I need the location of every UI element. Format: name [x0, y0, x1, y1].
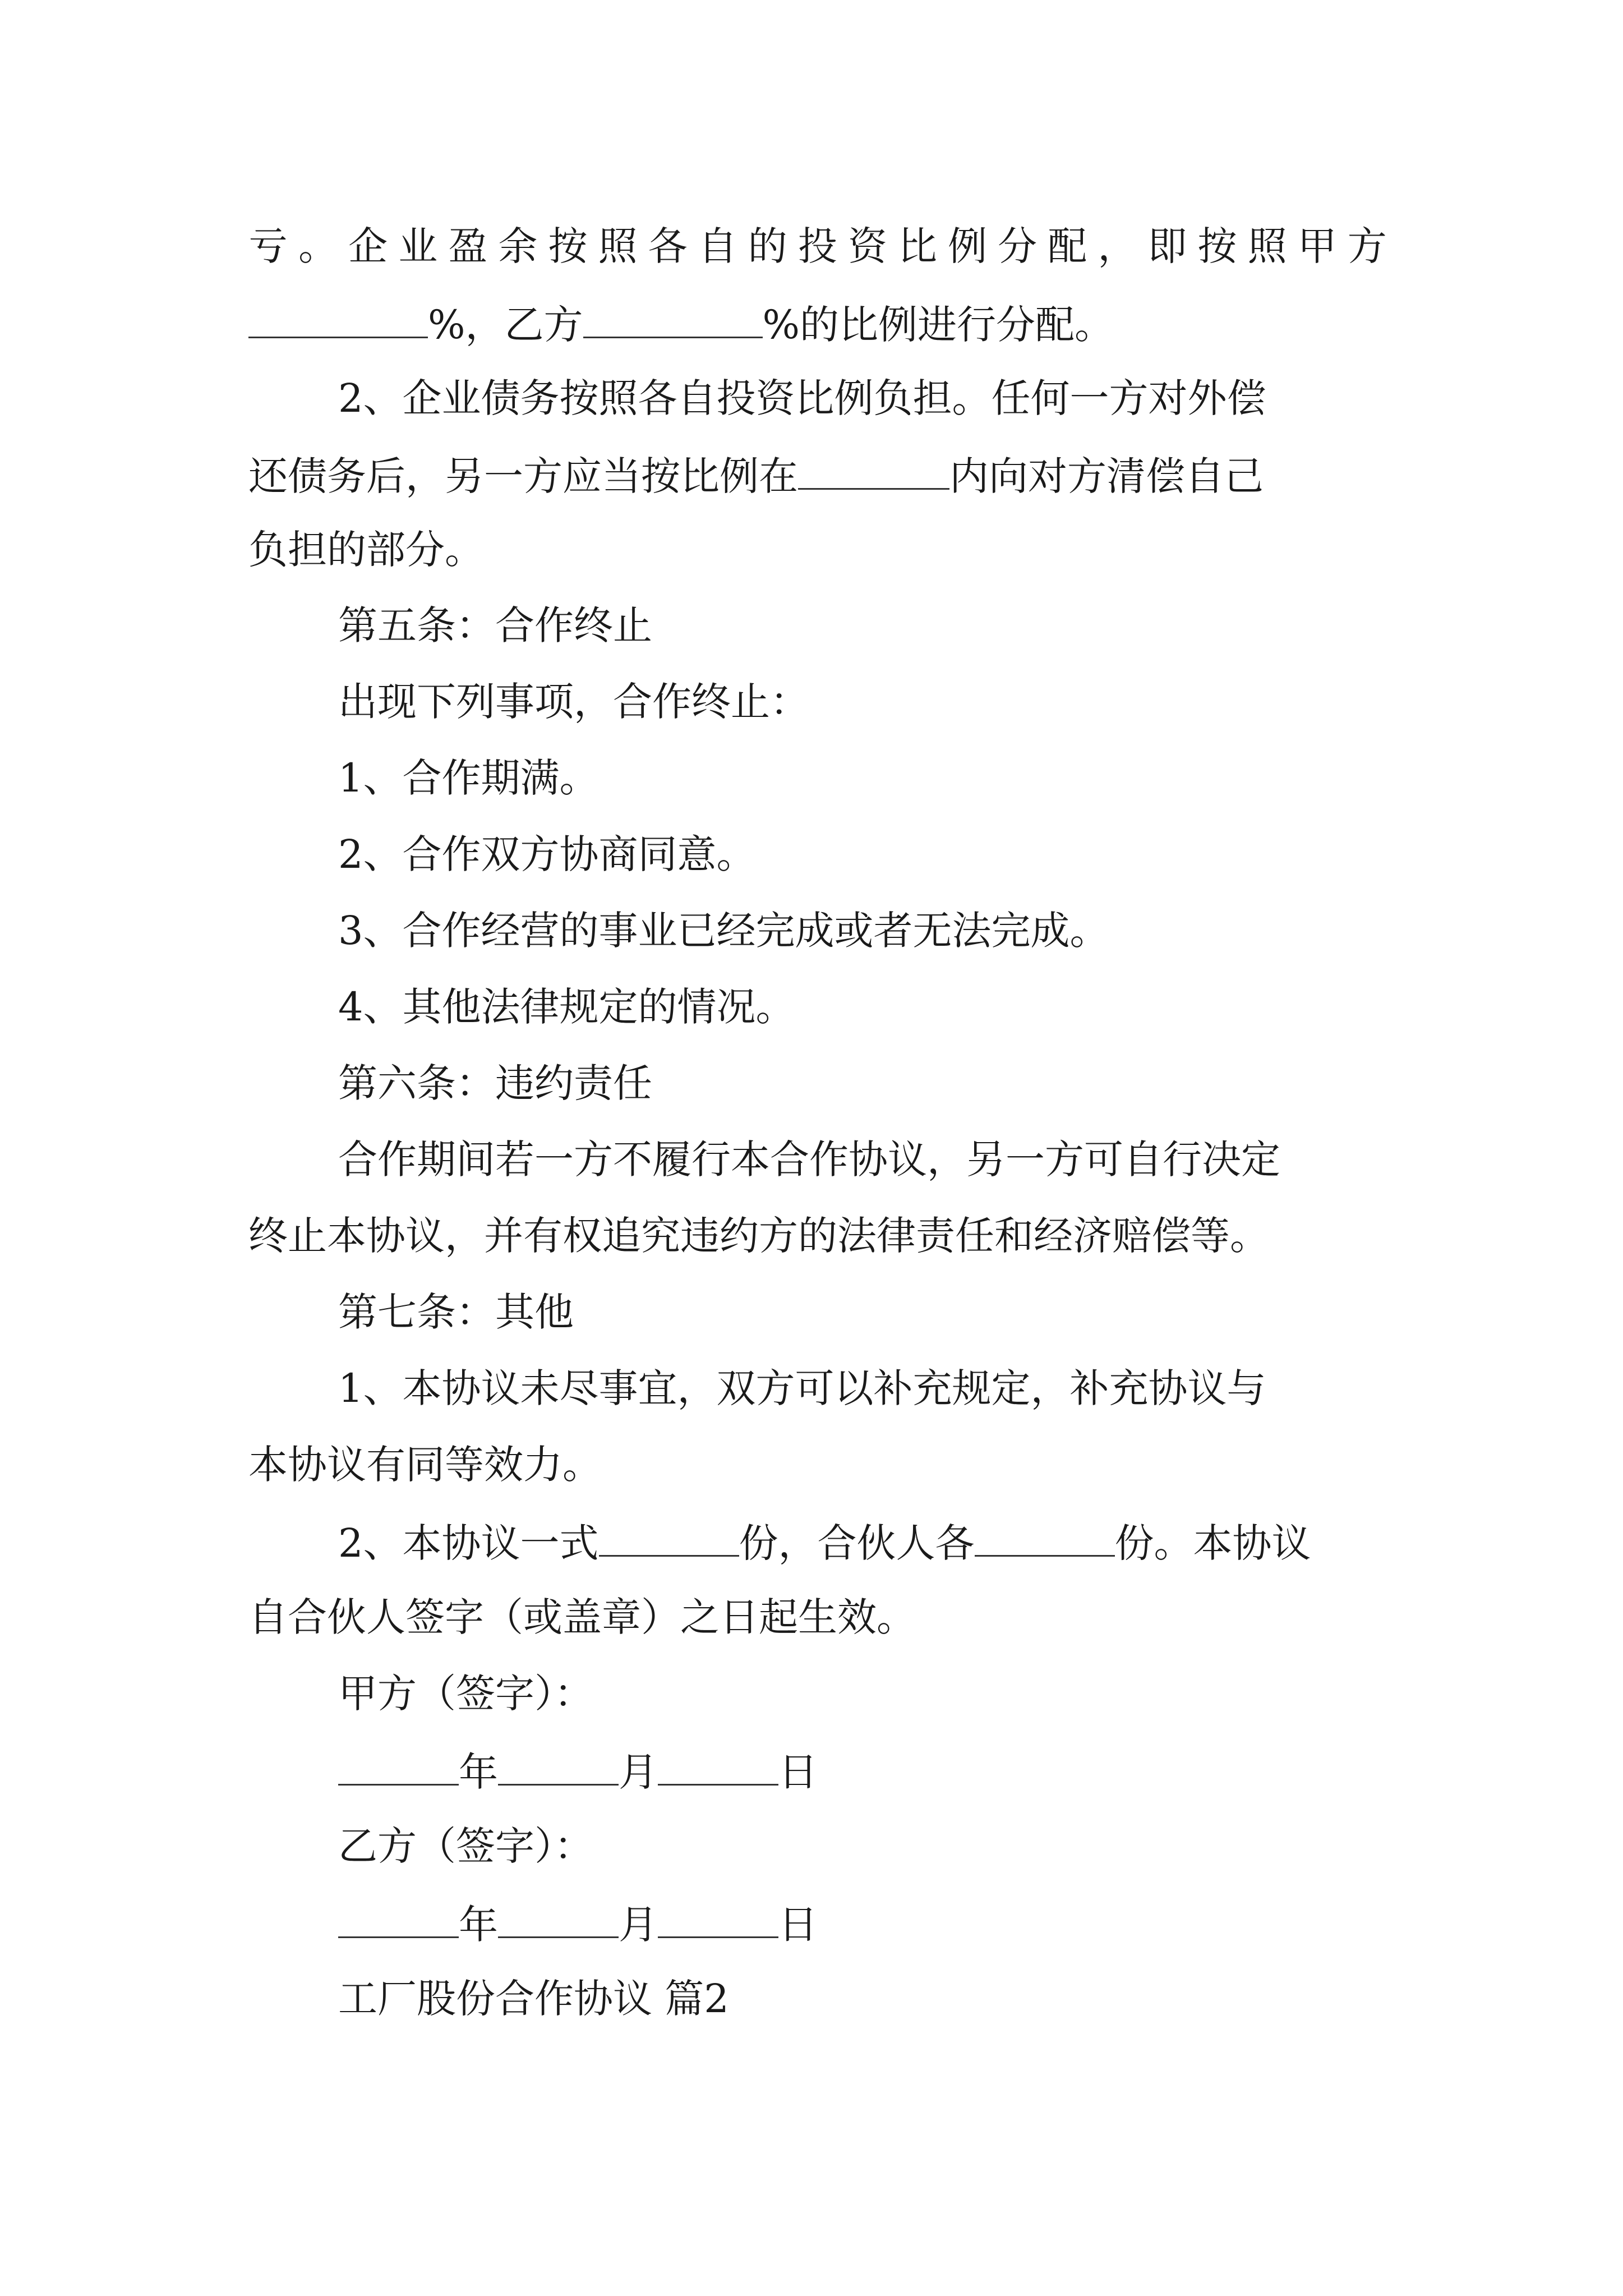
text-segment: 份，合伙人各	[739, 1520, 975, 1566]
article-5-item-3: 3、合作经营的事业已经完成或者无法完成。	[338, 908, 1109, 954]
paragraph-1-line-2	[248, 302, 1114, 348]
signature-b-date	[338, 1902, 818, 1948]
text-segment: 2、本协议一式	[338, 1520, 599, 1566]
char: 按	[548, 223, 588, 269]
fill-blank-day[interactable]	[658, 1750, 778, 1786]
fill-blank-month[interactable]	[498, 1903, 619, 1938]
char: 比	[898, 223, 938, 269]
text-segment: 日	[778, 1749, 818, 1795]
signature-a-label: 甲方（签字）：	[338, 1671, 593, 1717]
fill-blank-yi-ratio[interactable]	[583, 303, 763, 338]
text-segment: 年	[459, 1749, 498, 1795]
text-segment: %，乙方	[428, 302, 583, 348]
paragraph-2-line-1: 2、企业债务按照各自投资比例负担。任何一方对外偿	[338, 375, 1266, 421]
char: ，	[1098, 223, 1137, 269]
fill-blank-month[interactable]	[498, 1750, 619, 1786]
article-5-intro: 出现下列事项，合作终止：	[338, 679, 809, 725]
paragraph-2-line-2	[248, 453, 1264, 499]
text-segment: 日	[778, 1902, 818, 1948]
article-6-heading: 第六条：违约责任	[338, 1060, 652, 1106]
text-segment: 月	[619, 1902, 658, 1948]
fill-blank-repay-period[interactable]	[798, 454, 949, 490]
char: 。	[298, 223, 338, 269]
article-7-item-1-line-2: 本协议有同等效力。	[248, 1442, 602, 1488]
text-segment: 还债务后，另一方应当按比例在	[248, 453, 798, 499]
fill-blank-copies-each[interactable]	[975, 1521, 1115, 1557]
char: 即	[1147, 223, 1187, 269]
article-7-heading: 第七条：其他	[338, 1289, 574, 1335]
char: 自	[698, 223, 737, 269]
char: 企	[348, 223, 388, 269]
text-segment: %的比例进行分配。	[762, 302, 1114, 348]
fill-blank-jia-ratio[interactable]	[248, 303, 428, 338]
char: 盈	[448, 223, 488, 269]
article-7-item-2-line-1	[338, 1520, 1311, 1566]
char: 投	[797, 223, 837, 269]
article-5-item-1: 1、合作期满。	[338, 755, 599, 801]
char: 分	[998, 223, 1038, 269]
char: 甲	[1297, 223, 1337, 269]
article-6-line-2: 终止本协议，并有权追究违约方的法律责任和经济赔偿等。	[248, 1213, 1269, 1259]
char: 按	[1197, 223, 1237, 269]
paragraph-1-line-1	[248, 223, 1387, 269]
article-5-item-4: 4、其他法律规定的情况。	[338, 984, 795, 1030]
fill-blank-day[interactable]	[658, 1903, 778, 1938]
text-segment: 内向对方清偿自己	[949, 453, 1264, 499]
char: 业	[398, 223, 438, 269]
fill-blank-year[interactable]	[338, 1750, 459, 1786]
char: 方	[1347, 223, 1387, 269]
char: 各	[648, 223, 688, 269]
signature-b-label: 乙方（签字）：	[338, 1823, 593, 1869]
paragraph-2-line-3: 负担的部分。	[248, 527, 484, 573]
char: 配	[1048, 223, 1087, 269]
article-5-item-2: 2、合作双方协商同意。	[338, 831, 756, 877]
article-5-heading: 第五条：合作终止	[338, 602, 652, 648]
text-segment: 月	[619, 1749, 658, 1795]
char: 资	[847, 223, 887, 269]
article-7-item-2-line-2: 自合伙人签字（或盖章）之日起生效。	[248, 1594, 916, 1640]
text-segment: 年	[459, 1902, 498, 1948]
signature-a-date	[338, 1749, 818, 1795]
char: 的	[748, 223, 787, 269]
char: 亏	[248, 223, 288, 269]
char: 照	[1247, 223, 1287, 269]
next-section-title: 工厂股份合作协议 篇2	[338, 1976, 729, 2022]
fill-blank-year[interactable]	[338, 1903, 459, 1938]
char: 例	[948, 223, 988, 269]
char: 照	[598, 223, 638, 269]
article-6-line-1: 合作期间若一方不履行本合作协议，另一方可自行决定	[338, 1137, 1280, 1182]
fill-blank-copies[interactable]	[599, 1521, 739, 1557]
char: 余	[498, 223, 538, 269]
article-7-item-1-line-1: 1、本协议未尽事宜，双方可以补充规定，补充协议与	[338, 1365, 1266, 1411]
text-segment: 份。本协议	[1114, 1520, 1311, 1566]
